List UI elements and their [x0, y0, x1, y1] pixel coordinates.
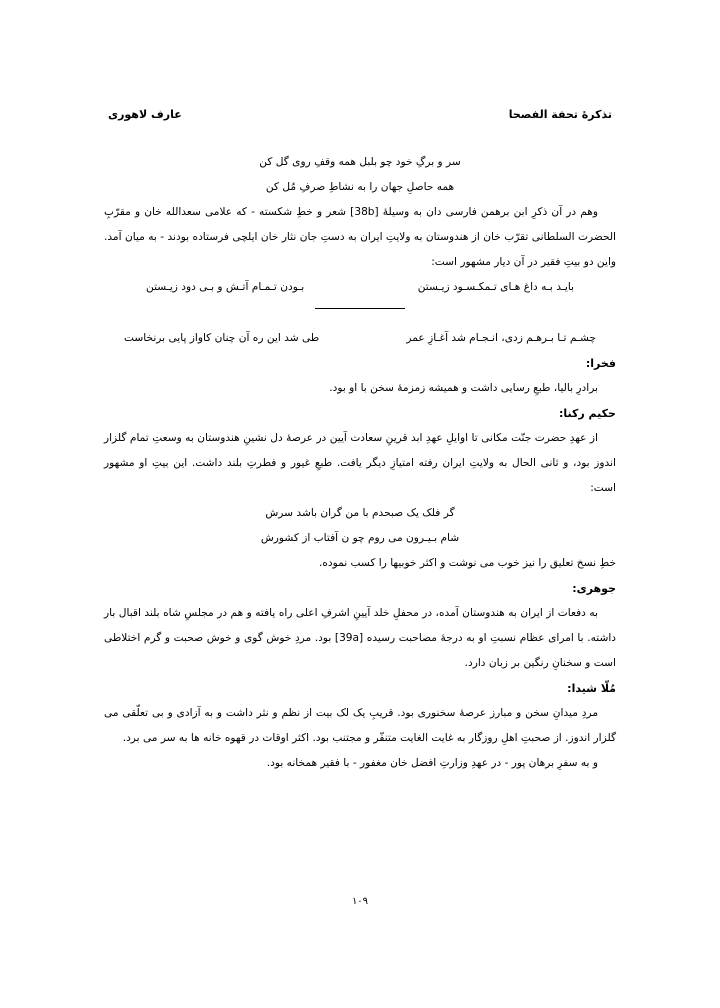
entry-heading-johari: جوهری:	[572, 582, 616, 595]
page-body	[104, 150, 616, 776]
entry-heading-mulla-sheyda: مُلّا شیدا:	[567, 682, 616, 695]
paragraph-hakim-rokna: از عهدِ حضرت جنّت مکانی تا اوایلِ عهدِ ابد قرینِ سعادت آیین در عرصۀ دل نشینِ هندوستان به وسعتِ تمام گلزار اندوز بود، و ثانی الحال به ولایتِ ایران رفته امتیازِ دیگر یافت. طبعِ غیور و فطرتِ بلند داشت. این بیتِ او مشهور است:	[104, 432, 616, 494]
header-book-title: تذکرۀ تحفة الفصحا	[508, 108, 612, 121]
paragraph-fakhra: برادرِ بالیا، طبعِ رسایی داشت و همیشه زمزمۀ سخن با او بود.	[329, 382, 598, 394]
entry-heading-fakhra: فخرا:	[585, 357, 616, 370]
paragraph-mulla-sheyda: مردِ میدانِ سخن و مبارز عرصۀ سخنوری بود. قریبِ یک لک بیت از نظم و نثر داشت و به آزادی و بی تعلّقی می گلزار اندوز. از صحبتِ اهلِ روزگار به غایت الغایت متنفّر و مجتنب بود. اکثر اوقات در قهوه خانه ها به سر می برد.	[104, 707, 616, 744]
entry-heading-hakim-rokna: حکیم رکنا:	[558, 407, 616, 420]
hemistich-second: طی شد این ره آن چنان کاواز پایی برنخاست	[124, 332, 320, 344]
verse-line: همه حاصلِ جهان را به نشاطِ صرفِ مُل کن	[265, 181, 455, 193]
couplet	[104, 326, 616, 351]
verse-line: شام بـیـرون می روم چو ن آفتاب از کشورش	[260, 532, 460, 544]
paragraph-johari: به دفعات از ایران به هندوستان آمده، در محفلِ خلد آیینِ اشرفِ اعلی راه یافته و هم در مجلسِ شاه بلند اقبال بار داشته. با امرای عظام نسبتِ او به درجۀ مصاحبت رسیده [39a] بود. مردِ خوش گوی و خوش صحبت و گرم اختلاطی است و سخنانِ رنگین بر زبان دارد.	[104, 607, 616, 669]
couplet	[104, 275, 616, 300]
running-header	[108, 108, 612, 126]
page-number: ۱۰۹	[351, 896, 369, 907]
header-author: عارف لاهوری	[108, 108, 182, 121]
verse-line: گر فلک یک صبحدم با من گران باشد سرش	[265, 507, 455, 519]
hemistich-first: چشـم تـا بـرهـم زدی، انـجـام شد آغـازِ عمر	[406, 332, 596, 344]
hemistich-second: بـودن تـمـام آتـش و بـی دود زیـستن	[146, 281, 305, 293]
verse-line: سر و برگِ خود چو بلبل همه وقفِ روی گل کن	[259, 156, 461, 168]
paragraph-burhanpur: و به سفرِ برهان پور - در عهدِ وزارتِ افضل خان مغفور - با فقیر همخانه بود.	[266, 757, 598, 769]
paragraph-vahm: وهم در آن ذکرِ ابن برهمن فارسی دان به وسیلۀ [38b] شعر و خطِ شکسته - که علامی سعدالله خان و مقرّبِ الحضرت السلطانی تقرّب خان از هندوستان به ولایتِ ایران به دستِ جان نثار خان ایلچی فرستاده بودند - به میان آمد. واین دو بیتِ فقیر در آن دیار مشهور است:	[104, 206, 616, 268]
hemistich-first: بایـد بـه داغ هـای تـمکـسـود زیـستن	[417, 281, 574, 293]
paragraph-khat: خطِ نسخ تعلیق را نیز خوب می نوشت و اکثر خوبیها را کسب نموده.	[318, 557, 616, 569]
